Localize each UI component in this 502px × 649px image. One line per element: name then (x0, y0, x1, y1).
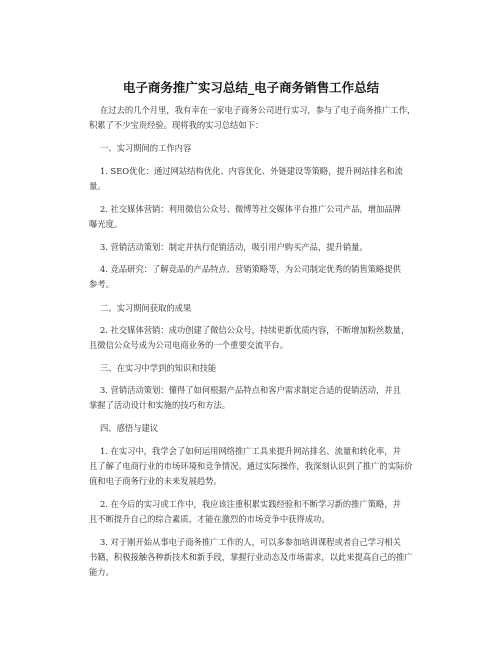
paragraph-line: 3. 营销活动策划：懂得了如何根据产品特点和客户需求制定合适的促销活动，并且 (100, 385, 401, 395)
paragraph (89, 421, 419, 436)
paragraph-line: 1. SEO优化：通过网站结构优化、内容优化、外链建设等策略，提升网站排名和流 (100, 166, 403, 176)
paragraph (89, 262, 419, 292)
paragraph-line: 曝光度。 (89, 219, 123, 229)
paragraph (89, 240, 419, 255)
paragraph-line: 3. 营销活动策划：制定并执行促销活动，吸引用户购买产品，提升销量。 (100, 242, 368, 252)
paragraph (89, 301, 419, 316)
paragraph (89, 103, 419, 133)
paragraph-line: 且了解了电商行业的市场环境和竞争情况。通过实际操作，我深刻认识到了推广的实际价 (89, 461, 413, 471)
paragraph-line: 四、感悟与建议 (100, 423, 159, 433)
paragraph (89, 323, 419, 353)
paragraph (89, 361, 419, 376)
paragraph (89, 383, 419, 413)
paragraph-line: 掌握了活动设计和实施的技巧和方法。 (89, 400, 231, 410)
paragraph-line: 4. 竞品研究：了解竞品的产品特点、营销策略等，为公司制定优秀的销售策略提供 (100, 264, 401, 274)
paragraph-line: 参考。 (89, 279, 114, 289)
paragraph-line: 2. 社交媒体营销：利用微信公众号、微博等社交媒体平台推广公司产品，增加品牌 (100, 204, 401, 214)
paragraph-line: 一、实习期间的工作内容 (100, 143, 192, 153)
paragraph-line: 三、在实习中学到的知识和技能 (100, 363, 217, 373)
paragraph (89, 164, 419, 194)
document-title: 电子商务推广实习总结_电子商务销售工作总结 (122, 80, 380, 95)
paragraph-line: 书籍，积极接触各种新技术和新手段，掌握行业动态及市场需求，以此来提高自己的推广 (89, 552, 413, 562)
paragraph-line: 积累了不少宝贵经验。现将我的实习总结如下： (89, 120, 264, 130)
paragraph-line: 2. 社交媒体营销：成功创建了微信公众号，持续更新优质内容，不断增加粉丝数量， (100, 325, 410, 335)
paragraph-line: 二、实习期间获取的成果 (100, 303, 192, 313)
paragraph (89, 535, 419, 580)
paragraph (89, 202, 419, 232)
paragraph-line: 且不断提升自己的综合素质，才能在激烈的市场竞争中获得成功。 (89, 514, 330, 524)
paragraph-line: 2. 在今后的实习或工作中，我应该注重积累实践经验和不断学习新的推广策略，并 (100, 499, 401, 509)
paragraph-line: 能力。 (89, 567, 114, 577)
paragraph-line: 量。 (89, 181, 106, 191)
paragraph (89, 444, 419, 489)
paragraph (89, 497, 419, 527)
paragraph (89, 141, 419, 156)
paragraph-line: 1. 在实习中，我学会了如何运用网络推广工具来提升网站排名、流量和转化率，并 (100, 446, 401, 456)
paragraph-line: 在过去的几个月里，我有幸在一家电子商务公司进行实习，参与了电子商务推广工作， (100, 105, 416, 115)
paragraph-line: 值和电子商务行业的未来发展趋势。 (89, 476, 222, 486)
paragraph-line: 且微信公众号成为公司电商业务的一个重要交流平台。 (89, 340, 289, 350)
paragraph-line: 3. 对于刚开始从事电子商务推广工作的人，可以多参加培训课程或者自己学习相关 (100, 537, 401, 547)
